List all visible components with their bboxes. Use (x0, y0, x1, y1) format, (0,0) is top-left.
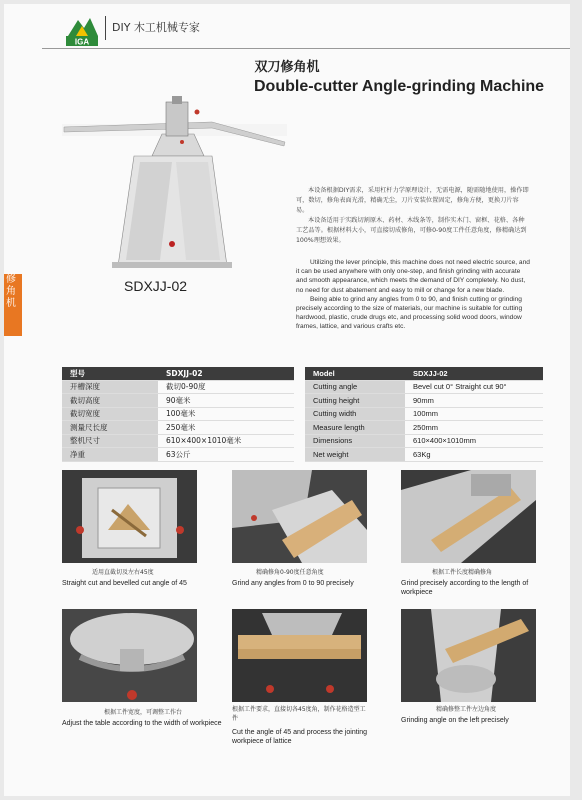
description-cn-para: 本设备根据DIY需求，采用杠杆力学原理设计，无需电源，随需随地使用，操作即可，数切，修角表面光滑，精确无尘，刀片安装位置固定，修角方便，更换刀片容易。 (296, 187, 529, 214)
detail-photo (401, 470, 536, 563)
detail-photo (62, 609, 197, 702)
spec-key: Cutting height (305, 394, 405, 408)
spec-key: 整机尺寸 (62, 434, 158, 448)
spec-value: 90毫米 (158, 394, 294, 408)
spec-row (62, 380, 294, 394)
spec-table-cn (62, 367, 294, 462)
spec-row (305, 380, 543, 394)
side-tab-label: 修角机 (6, 274, 16, 309)
photo-caption-en: Straight cut and bevelled cut angle of 45 (62, 580, 187, 587)
spec-row (305, 407, 543, 421)
spec-value: 610×400×1010毫米 (158, 434, 294, 448)
photo-caption-cn: 精确修整工件左边角度 (436, 706, 497, 713)
spec-key: Cutting angle (305, 380, 405, 394)
spec-header-key: Model (305, 367, 405, 380)
spec-key: Net weight (305, 448, 405, 462)
description-en-para: Utilizing the lever principle, this machine does not need electric source, and it can be used anywhere with only one-step, and finish grinding with accurate and smooth appearance, which meets the demand of DIY completely. No dust, no need for dust abatement and easy to mill or change for a new blade. (296, 259, 530, 294)
spec-value: 63Kg (405, 448, 543, 462)
spec-key: 截切宽度 (62, 407, 158, 421)
spec-key: Measure length (305, 421, 405, 435)
spec-row (62, 421, 294, 435)
photo-caption-en: Grinding angle on the left precisely (401, 717, 509, 724)
spec-value: 250mm (405, 421, 543, 435)
photo-caption-cn: 根据工件长度精确修角 (432, 569, 493, 576)
brand-tagline: DIY 木工机械专家 (112, 21, 200, 34)
spec-value: 250毫米 (158, 421, 294, 435)
spec-value: 100mm (405, 407, 543, 421)
machine-photo (62, 94, 287, 274)
spec-value: Bevel cut 0° Straight cut 90° (405, 380, 543, 394)
spec-row (305, 421, 543, 435)
model-label: SDXJJ-02 (124, 278, 188, 294)
page-title-en: Double-cutter Angle-grinding Machine (254, 78, 545, 95)
photo-caption-cn: 根据工件宽度，可调整工作台 (104, 709, 183, 716)
photo-caption-en: Grind precisely according to the length of workpiece (401, 580, 529, 596)
spec-key: 净重 (62, 448, 158, 462)
spec-value: 90mm (405, 394, 543, 408)
header-rule (42, 48, 570, 49)
spec-value: 610×400×1010mm (405, 434, 543, 448)
header-divider (105, 16, 106, 40)
photo-caption-cn: 精确修角0-90度任意角度 (256, 569, 324, 576)
detail-photo (232, 609, 367, 702)
spec-row (62, 407, 294, 421)
spec-key: 开槽深度 (62, 380, 158, 394)
description-en-para: Being able to grind any angles from 0 to 90, and finish cutting or grinding precisely according to the size of materials, our machine is suitable for cutting hardwood, plastic, crude drugs etc, and processing solid wood doors, window frames, lattice, and various crafts etc. (296, 295, 523, 331)
logo-text: IGA (74, 37, 90, 47)
spec-header-value: SDXJJ-02 (158, 367, 294, 380)
brand-logo (64, 14, 100, 48)
description-en (296, 258, 532, 332)
photo-caption-en: Grind any angles from 0 to 90 precisely (232, 580, 354, 587)
detail-photo (401, 609, 536, 702)
spec-row (62, 394, 294, 408)
spec-row (305, 434, 543, 448)
spec-key: 测量尺长度 (62, 421, 158, 435)
detail-photo (232, 470, 367, 563)
spec-header-row (305, 367, 543, 380)
spec-row (305, 394, 543, 408)
detail-photo (62, 470, 197, 563)
spec-key: Cutting width (305, 407, 405, 421)
spec-value: 100毫米 (158, 407, 294, 421)
spec-row (62, 448, 294, 462)
spec-table-en (305, 367, 543, 462)
photo-caption-cn: 适用直截切及左右45度 (92, 569, 154, 576)
spec-value: 截切0-90度 (158, 380, 294, 394)
spec-header-key: 型号 (62, 367, 158, 380)
page-title-cn: 双刀修角机 (254, 60, 320, 75)
spec-header-row (62, 367, 294, 380)
description-cn (296, 186, 530, 246)
spec-value: 63公斤 (158, 448, 294, 462)
photo-caption-en: Adjust the table according to the width of workpiece (62, 720, 222, 727)
spec-row (62, 434, 294, 448)
catalog-page (4, 4, 570, 796)
spec-row (305, 448, 543, 462)
spec-header-value: SDXJJ-02 (405, 367, 543, 380)
photo-caption-en: Cut the angle of 45 and process the jointing workpiece of lattice (232, 729, 368, 745)
spec-key: 截切高度 (62, 394, 158, 408)
spec-key: Dimensions (305, 434, 405, 448)
description-cn-para: 本设备适用于实践切割原木、药材、木线条等，制作实木门、窗框、花格、各种工艺品等。根据材料大小，可直接切成修角，可修0-90度工件任意角度，修精确达到100%理想效果。 (296, 217, 527, 244)
photo-caption-cn: 根据工件要求，直接切各45度角，制作花格造型工件 (232, 706, 366, 722)
